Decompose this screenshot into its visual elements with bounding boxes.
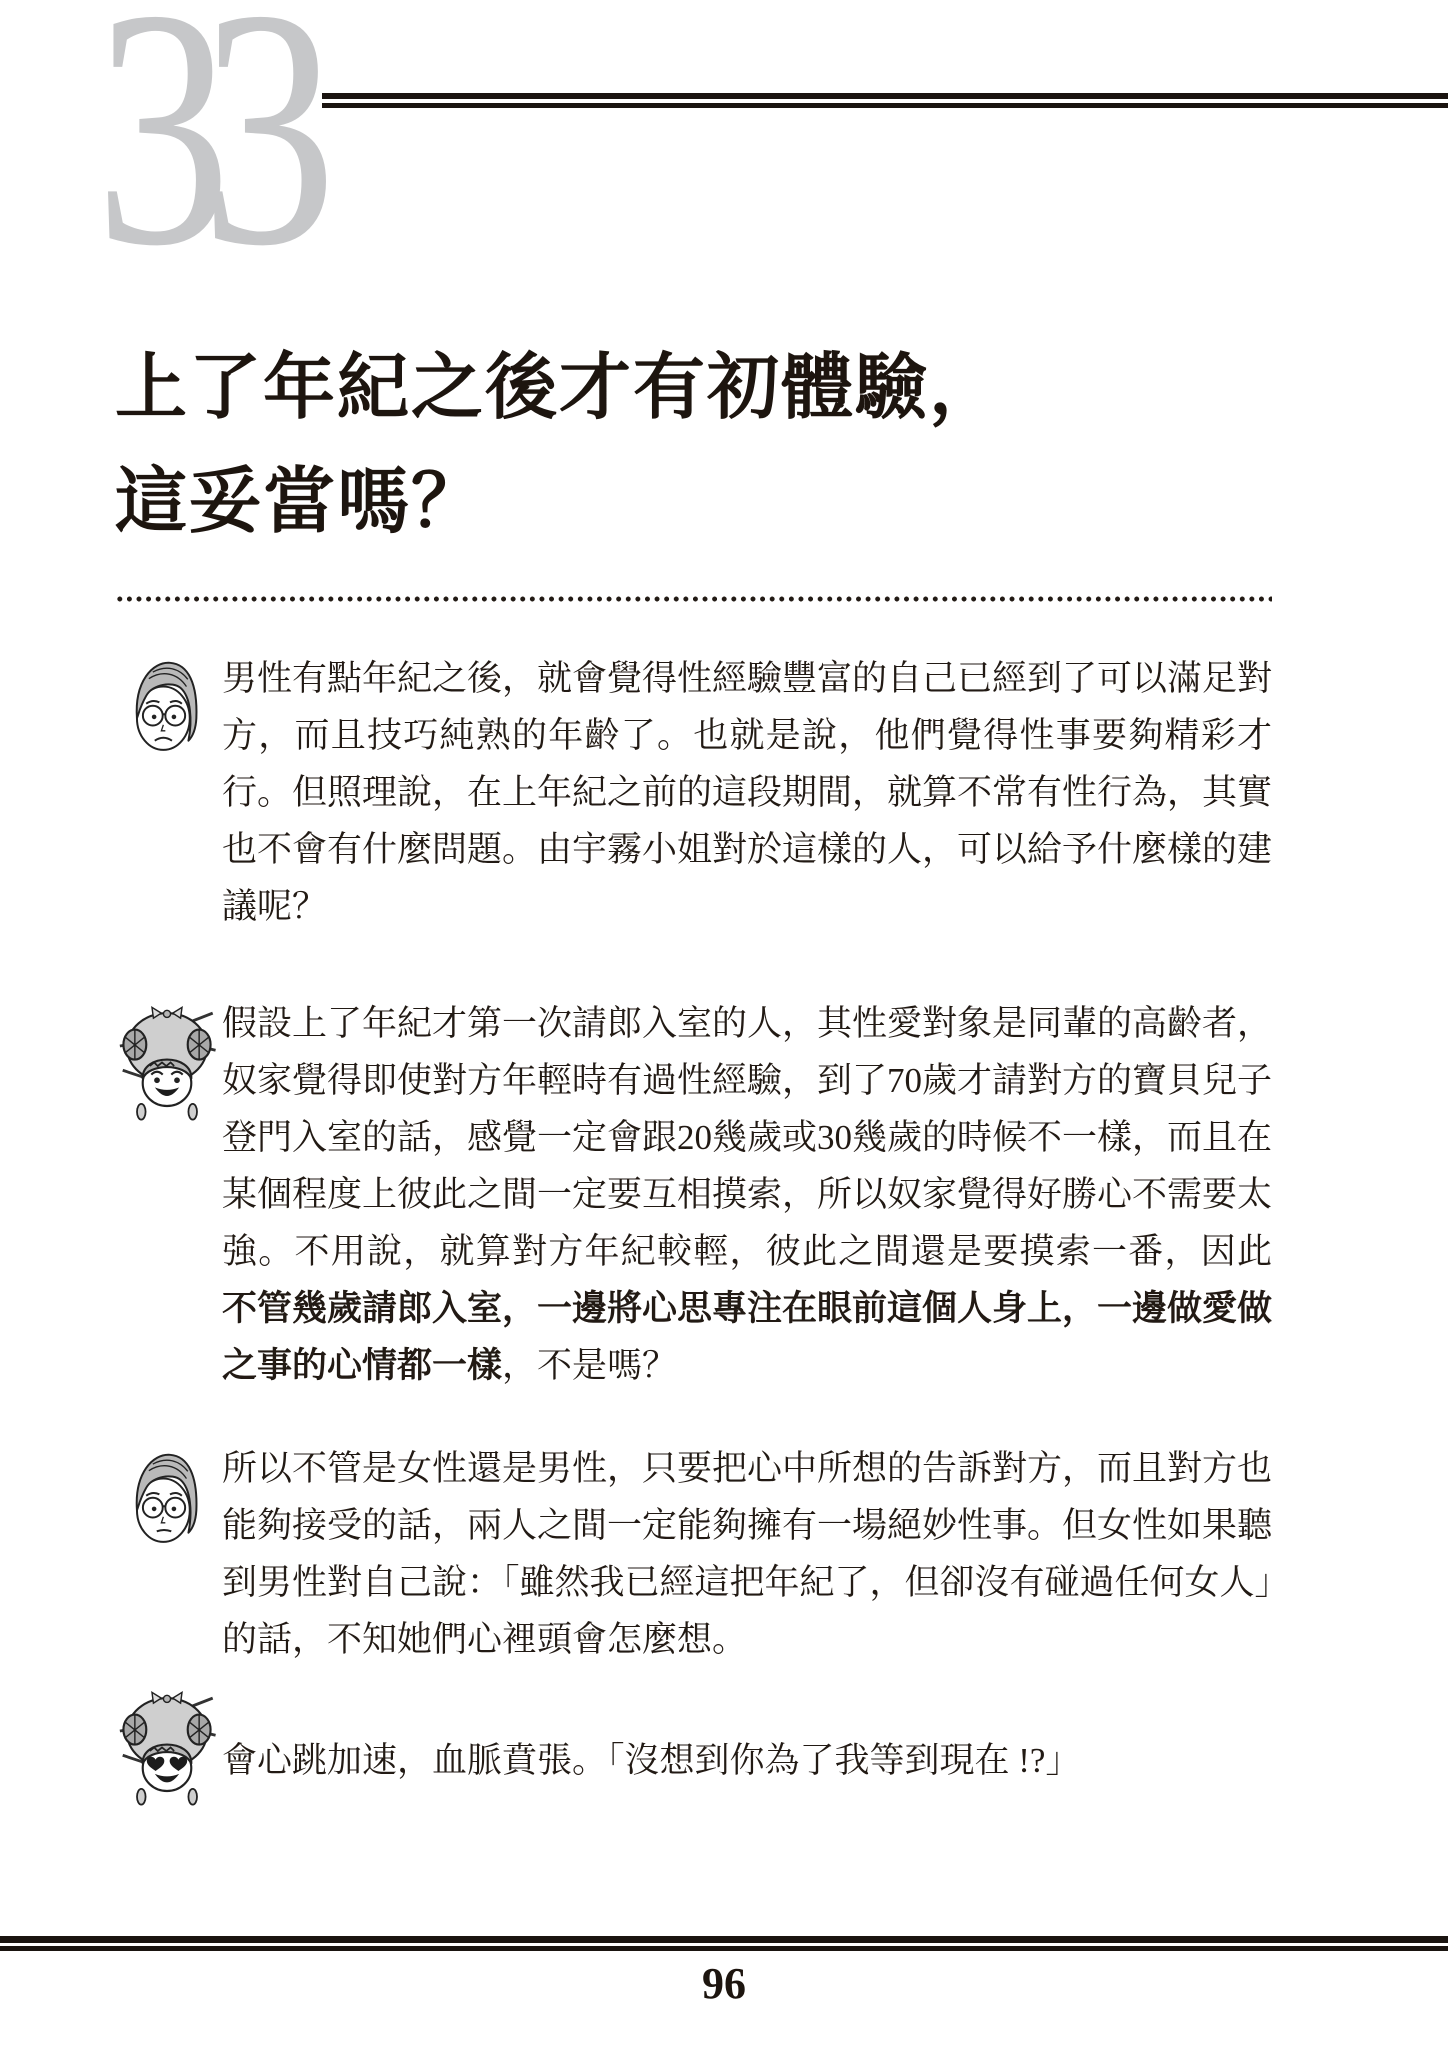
dialogue-text-1: 男性有點年紀之後，就會覺得性經驗豐富的自己已經到了可以滿足對方，而且技巧純熟的年齡了。也就是說，他們覺得性事要夠精彩才行。但照理說，在上年紀之前的這段期間，就算不常有性行為，其實也不會有什麼問題。由宇霧小姐對於這樣的人，可以給予什麼樣的建議呢？ <box>222 659 1273 926</box>
bottom-double-rule-lower <box>0 1946 1448 1951</box>
oiran-heart-eyes-avatar-icon <box>117 1688 217 1829</box>
dialogue-text-3: 所以不管是女性還是男性，只要把心中所想的告訴對方，而且對方也能夠接受的話，兩人之間一定能夠擁有一場絕妙性事。但女性如果聽到男性對自己說：「雖然我已經這把年紀了，但卻沒有碰過任何女人」的話，不知她們心裡頭會怎麼想。 <box>222 1449 1273 1659</box>
top-double-rule-upper <box>322 93 1448 99</box>
old-man-glasses-avatar-icon <box>133 1448 199 1559</box>
chapter-title-line2: 這妥當嗎？ <box>115 462 486 542</box>
dialogue-text-2-tail: ，不是嗎？ <box>502 1346 678 1385</box>
old-man-glasses-avatar-icon <box>133 656 199 767</box>
dialogue-text-2-regular: 假設上了年紀才第一次請郎入室的人，其性愛對象是同輩的高齡者，奴家覺得即使對方年輕時有過性經驗，到了70歲才請對方的寶貝兒子登門入室的話，感覺一定會跟20幾歲或30幾歲的時候不一樣，而且在某個程度上彼此之間一定要互相摸索，所以奴家覺得好勝心不需要太強。不用說，就算對方年紀較輕，彼此之間還是要摸索一番，因此 <box>222 1004 1273 1271</box>
bottom-double-rule-upper <box>0 1936 1448 1943</box>
dotted-divider <box>115 594 1272 604</box>
dialogue-text-4: 會心跳加速，血脈賁張。「沒想到你為了我等到現在 !?」 <box>222 1741 1081 1780</box>
dialogue-text-2 <box>222 995 1272 1394</box>
dialogue-text-2-bold: 不管幾歲請郎入室，一邊將心思專注在眼前這個人身上，一邊做愛做之事的心情都一樣 <box>222 1289 1273 1385</box>
chapter-title-line1: 上了年紀之後才有初體驗， <box>115 348 1004 428</box>
chapter-number: 33 <box>95 0 307 316</box>
oiran-smile-avatar-icon <box>117 1003 217 1144</box>
page-number: 96 <box>702 1959 746 2008</box>
top-double-rule-lower <box>322 103 1448 108</box>
